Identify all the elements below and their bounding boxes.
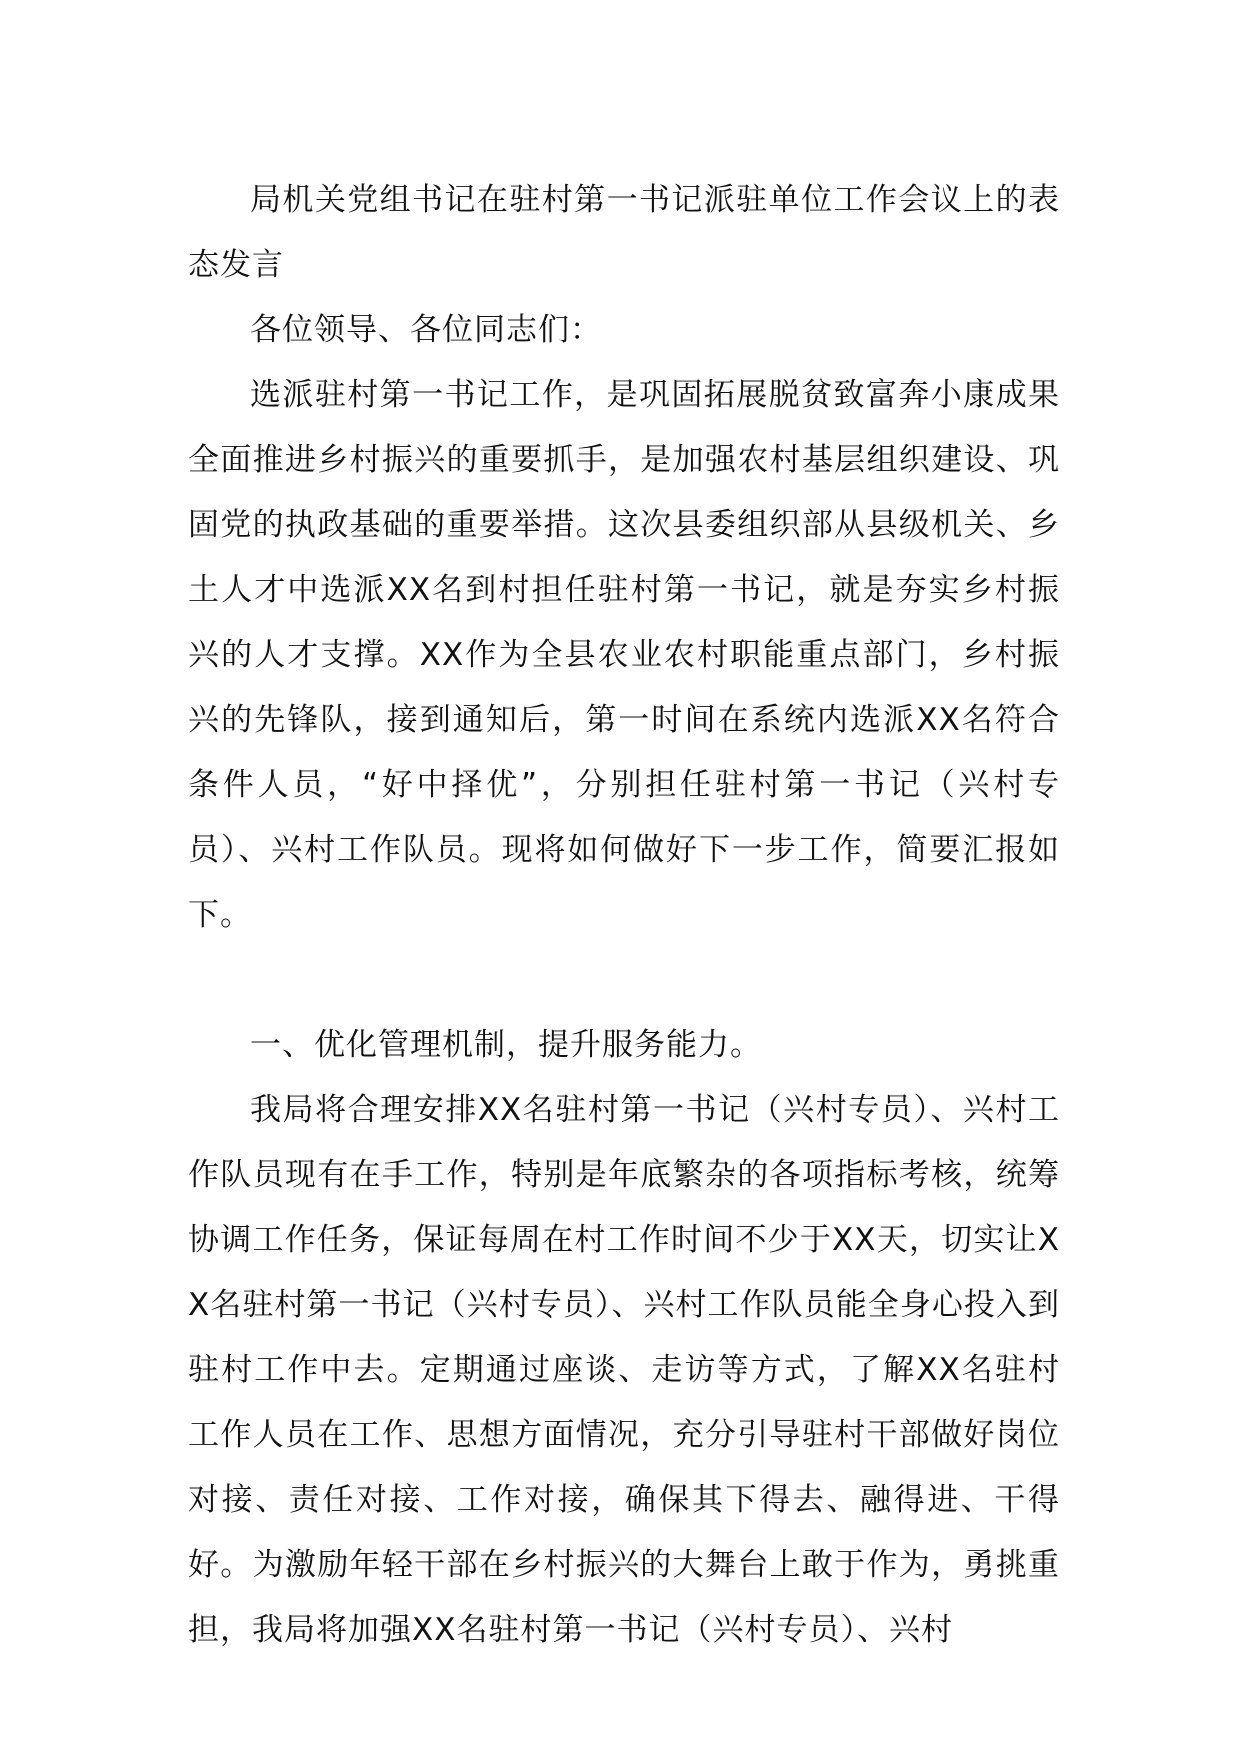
section-1-heading: 一、优化管理机制，提升服务能力。 <box>250 1027 762 1063</box>
intro-paragraph: 选派驻村第一书记工作，是巩固拓展脱贫致富奔小康成果全面推进乡村振兴的重要抓手，是加强农村基层组织建设、巩固党的执政基础的重要举措。这次县委组织部从县级机关、乡土人才中选派XX名到村担任驻村第一书记，就是夯实乡村振兴的人才支撑。XX作为全县农业农村职能重点部门，乡村振兴的先锋队，接到通知后，第一时间在系统内选派XX名符合条件人员，“好中择优”，分别担任驻村第一书记（兴村专员）、兴村工作队员。现将如何做好下一步工作，简要汇报如下。 <box>188 377 1060 933</box>
paragraph-gap <box>188 948 1060 1013</box>
section-1-body: 我局将合理安排XX名驻村第一书记（兴村专员）、兴村工作队员现有在手工作，特别是年底繁杂的各项指标考核，统筹协调工作任务，保证每周在村工作时间不少于XX天，切实让XX名驻村第一书记（兴村专员）、兴村工作队员能全身心投入到驻村工作中去。定期通过座谈、走访等方式，了解XX名驻村工作人员在工作、思想方面情况，充分引导驻村干部做好岗位对接、责任对接、工作对接，确保其下得去、融得进、干得好。为激励年轻干部在乡村振兴的大舞台上敢于作为，勇挑重担，我局将加强XX名驻村第一书记（兴村专员）、兴村 <box>188 1092 1060 1648</box>
document-body <box>188 168 1060 1663</box>
document-title: 局机关党组书记在驻村第一书记派驻单位工作会议上的表态发言 <box>188 182 1060 283</box>
salutation: 各位领导、各位同志们： <box>250 312 602 348</box>
